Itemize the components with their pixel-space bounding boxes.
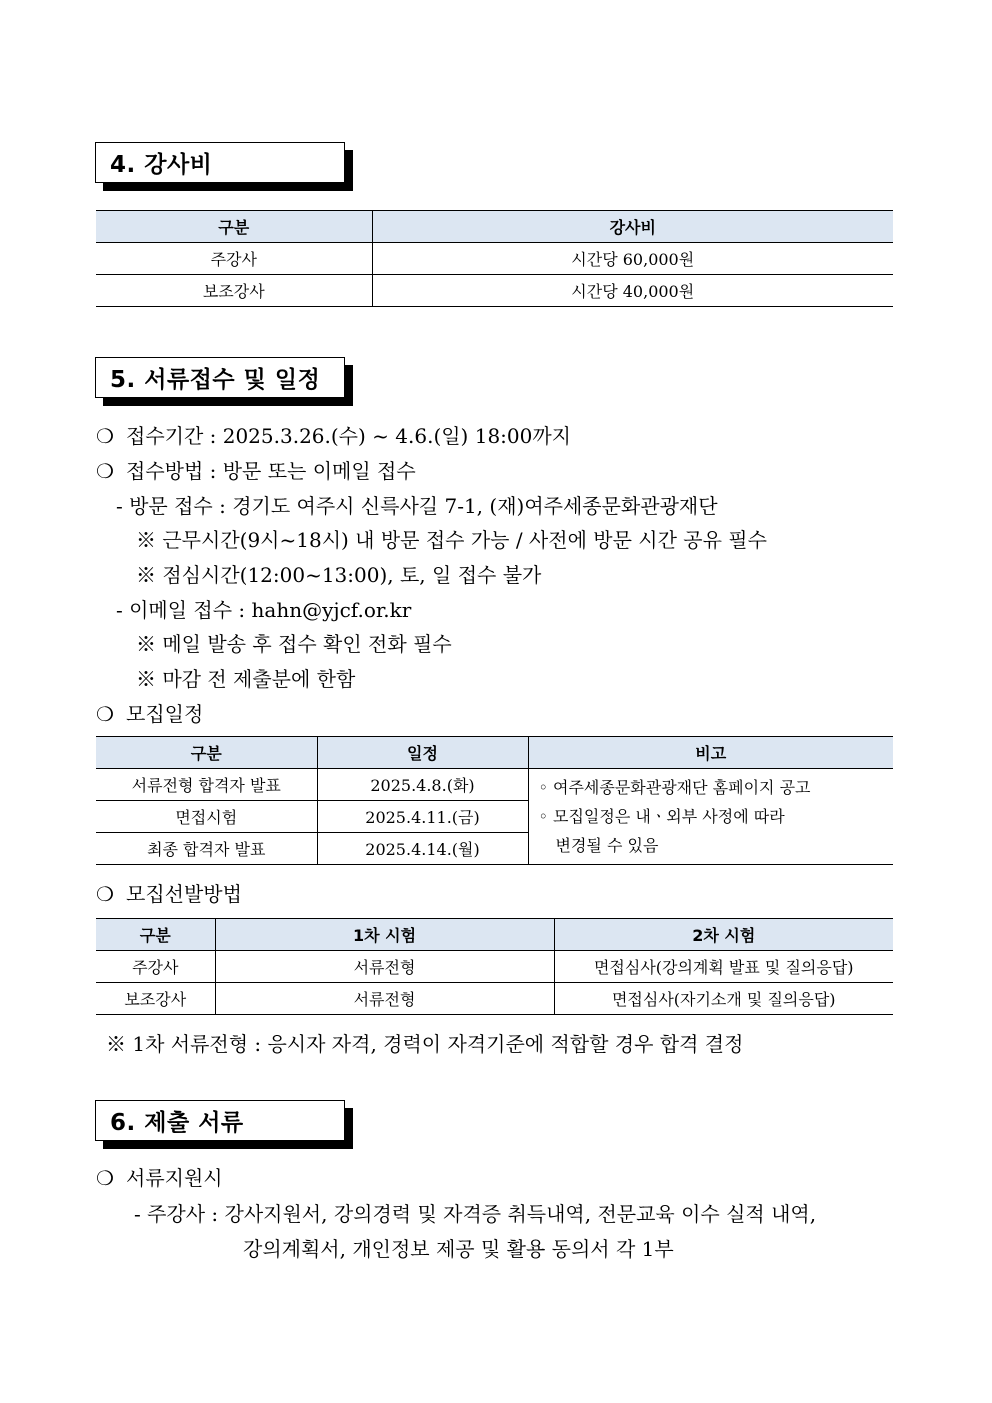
screening-note: ※ 1차 서류전형 : 응시자 자격, 경력이 자격기준에 적합할 경우 합격 결정 bbox=[106, 1032, 744, 1056]
schedule-header: 구분 bbox=[96, 737, 317, 769]
mail-confirm-note: ※ 메일 발송 후 접수 확인 전화 필수 bbox=[136, 632, 452, 656]
bullet-circle-icon: ❍ bbox=[96, 882, 114, 906]
selection-header: 구분 bbox=[96, 919, 215, 951]
selection-header: 1차 시험 bbox=[215, 919, 554, 951]
fee-cell: 보조강사 bbox=[96, 275, 372, 307]
lunch-note: ※ 점심시간(12:00~13:00), 토, 일 접수 불가 bbox=[136, 563, 542, 587]
schedule-cell: 2025.4.11.(금) bbox=[317, 801, 528, 833]
fee-cell: 주강사 bbox=[96, 243, 372, 275]
section-6-heading: 6. 제출 서류 bbox=[95, 1100, 345, 1141]
fee-header-fee: 강사비 bbox=[372, 211, 893, 243]
hours-note: ※ 근무시간(9시~18시) 내 방문 접수 가능 / 사전에 방문 시간 공유 필수 bbox=[136, 528, 767, 552]
main-instructor-docs-cont: 강의계획서, 개인정보 제공 및 활용 동의서 각 1부 bbox=[243, 1237, 674, 1261]
table-row bbox=[96, 275, 893, 307]
period-line bbox=[96, 420, 571, 449]
visit-line: - 방문 접수 : 경기도 여주시 신륵사길 7-1, (재)여주세종문화관광재단 bbox=[116, 494, 718, 518]
table-row bbox=[96, 983, 893, 1015]
bullet-circle-icon: ❍ bbox=[96, 424, 114, 448]
bullet-circle-icon: ❍ bbox=[96, 702, 114, 726]
fee-table bbox=[96, 210, 893, 307]
table-row bbox=[96, 951, 893, 983]
period-text: 접수기간 : 2025.3.26.(수) ~ 4.6.(일) 18:00까지 bbox=[126, 424, 571, 448]
selection-cell: 면접심사(강의계획 발표 및 질의응답) bbox=[554, 951, 893, 983]
apply-docs-label: 서류지원시 bbox=[126, 1166, 223, 1190]
table-row bbox=[96, 243, 893, 275]
main-instructor-docs: - 주강사 : 강사지원서, 강의경력 및 자격증 취득내역, 전문교육 이수 실적 내역, bbox=[134, 1202, 817, 1226]
schedule-cell: 면접시험 bbox=[96, 801, 317, 833]
selection-cell: 서류전형 bbox=[215, 951, 554, 983]
fee-header-category: 구분 bbox=[96, 211, 372, 243]
selection-cell: 면접심사(자기소개 및 질의응답) bbox=[554, 983, 893, 1015]
schedule-cell: 서류전형 합격자 발표 bbox=[96, 769, 317, 801]
selection-cell: 서류전형 bbox=[215, 983, 554, 1015]
schedule-header: 일정 bbox=[317, 737, 528, 769]
deadline-note: ※ 마감 전 제출분에 한함 bbox=[136, 667, 356, 691]
bullet-circle-icon: ❍ bbox=[96, 1166, 114, 1190]
method-text: 접수방법 : 방문 또는 이메일 접수 bbox=[126, 459, 416, 483]
table-row bbox=[96, 769, 893, 801]
schedule-label-line bbox=[96, 698, 203, 727]
apply-docs-line bbox=[96, 1162, 223, 1191]
schedule-label: 모집일정 bbox=[126, 702, 204, 726]
note-line: ◦ 여주세종문화관광재단 홈페이지 공고 bbox=[538, 778, 811, 797]
email-line: - 이메일 접수 : hahn@yjcf.or.kr bbox=[116, 598, 412, 622]
schedule-header: 비고 bbox=[528, 737, 893, 769]
schedule-cell: 최종 합격자 발표 bbox=[96, 833, 317, 865]
schedule-table bbox=[96, 736, 893, 865]
schedule-cell: 2025.4.8.(화) bbox=[317, 769, 528, 801]
note-line: 변경될 수 있음 bbox=[555, 836, 659, 855]
selection-header: 2차 시험 bbox=[554, 919, 893, 951]
method-line bbox=[96, 455, 416, 484]
schedule-cell: 2025.4.14.(월) bbox=[317, 833, 528, 865]
fee-cell: 시간당 40,000원 bbox=[372, 275, 893, 307]
note-line: ◦ 모집일정은 내ㆍ외부 사정에 따라 bbox=[538, 807, 785, 826]
selection-table bbox=[96, 918, 893, 1015]
selection-label-line bbox=[96, 878, 242, 907]
section-4-heading: 4. 강사비 bbox=[95, 142, 345, 183]
bullet-circle-icon: ❍ bbox=[96, 459, 114, 483]
schedule-note bbox=[528, 769, 893, 865]
selection-cell: 보조강사 bbox=[96, 983, 215, 1015]
selection-label: 모집선발방법 bbox=[126, 882, 242, 906]
selection-cell: 주강사 bbox=[96, 951, 215, 983]
fee-cell: 시간당 60,000원 bbox=[372, 243, 893, 275]
section-5-heading: 5. 서류접수 및 일정 bbox=[95, 357, 345, 398]
